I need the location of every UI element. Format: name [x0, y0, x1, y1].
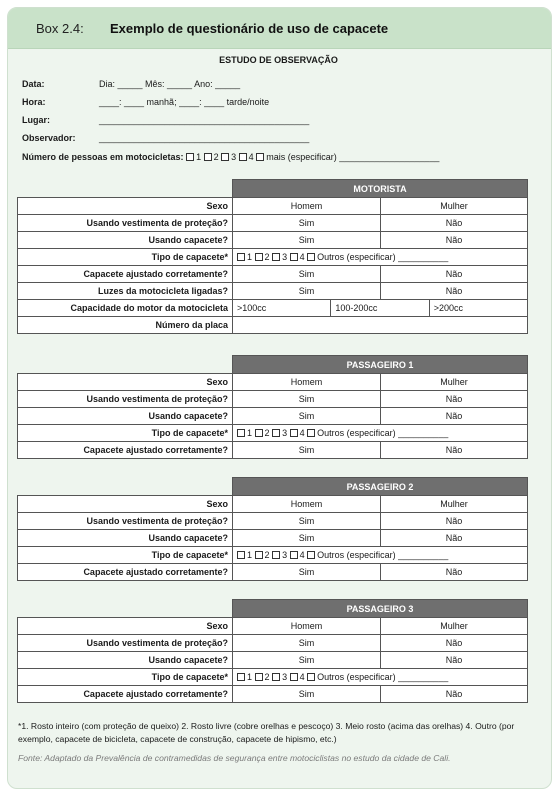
option-nao[interactable]: Não: [381, 635, 528, 652]
option-nao[interactable]: Não: [381, 391, 528, 408]
tipo-option: 1: [247, 252, 253, 262]
field-label: Data:: [22, 79, 45, 89]
checkbox-icon[interactable]: [237, 551, 245, 559]
table-row: [18, 215, 528, 232]
checkbox-icon[interactable]: [272, 673, 280, 681]
table-row: [18, 198, 528, 215]
section-header-row: [18, 600, 528, 618]
field-observador: [22, 133, 310, 143]
table-row: [18, 618, 528, 635]
section-title: PASSAGEIRO 3: [233, 600, 528, 618]
table-row: [18, 283, 528, 300]
option-sim[interactable]: Sim: [233, 442, 381, 459]
checkbox-icon[interactable]: [307, 429, 315, 437]
option-sim[interactable]: Sim: [233, 391, 381, 408]
checkbox-icon[interactable]: [290, 673, 298, 681]
table-row: [18, 669, 528, 686]
row-label: Usando vestimenta de proteção?: [18, 215, 233, 232]
table-passageiro-1: [17, 355, 528, 459]
table-row: [18, 425, 528, 442]
checkbox-icon[interactable]: [239, 153, 247, 161]
tipo-outros: Outros (especificar) __________: [317, 252, 449, 262]
option-nao[interactable]: Não: [381, 266, 528, 283]
row-label: Tipo de capacete*: [18, 547, 233, 564]
field-hora: [22, 97, 270, 107]
tipo-option: 2: [264, 428, 270, 438]
option-sim[interactable]: Sim: [233, 283, 381, 300]
box-label: Box 2.4:: [36, 21, 84, 36]
capacidade-options: [233, 300, 528, 317]
option-homem[interactable]: Homem: [233, 496, 381, 513]
tipo-outros: Outros (especificar) __________: [317, 428, 449, 438]
row-label: Tipo de capacete*: [18, 425, 233, 442]
checkbox-icon[interactable]: [307, 253, 315, 261]
option-sim[interactable]: Sim: [233, 232, 381, 249]
option-nao[interactable]: Não: [381, 513, 528, 530]
option-nao[interactable]: Não: [381, 283, 528, 300]
option-sim[interactable]: Sim: [233, 408, 381, 425]
persons-label: Número de pessoas em motocicletas:: [22, 152, 184, 162]
checkbox-icon[interactable]: [255, 551, 263, 559]
option-sim[interactable]: Sim: [233, 652, 381, 669]
section-header-row: [18, 478, 528, 496]
tipo-option: 3: [282, 252, 288, 262]
placa-input[interactable]: [233, 317, 528, 334]
row-label: Usando capacete?: [18, 408, 233, 425]
persons-option: 2: [213, 152, 219, 162]
table-passageiro-2: [17, 477, 528, 581]
row-label: Tipo de capacete*: [18, 669, 233, 686]
option-mulher[interactable]: Mulher: [381, 198, 528, 215]
row-label: Sexo: [18, 496, 233, 513]
option-sim[interactable]: Sim: [233, 686, 381, 703]
option-nao[interactable]: Não: [381, 530, 528, 547]
tipo-option: 4: [299, 550, 305, 560]
row-label: Capacete ajustado corretamente?: [18, 564, 233, 581]
section-header-row: [18, 356, 528, 374]
row-label: Número da placa: [18, 317, 233, 334]
row-label: Usando vestimenta de proteção?: [18, 635, 233, 652]
option-sim[interactable]: Sim: [233, 564, 381, 581]
option-sim[interactable]: Sim: [233, 530, 381, 547]
checkbox-icon[interactable]: [186, 153, 194, 161]
option-nao[interactable]: Não: [381, 686, 528, 703]
section-title: PASSAGEIRO 2: [233, 478, 528, 496]
tipo-options: [233, 425, 528, 442]
option-mulher[interactable]: Mulher: [381, 496, 528, 513]
checkbox-icon[interactable]: [255, 429, 263, 437]
option-sim[interactable]: Sim: [233, 635, 381, 652]
section-header-row: [18, 180, 528, 198]
option-cc[interactable]: 100-200cc: [330, 300, 428, 316]
tipo-options: [233, 249, 528, 266]
tipo-options: [233, 669, 528, 686]
table-row: [18, 232, 528, 249]
option-sim[interactable]: Sim: [233, 266, 381, 283]
checkbox-icon[interactable]: [307, 673, 315, 681]
tipo-outros: Outros (especificar) __________: [317, 672, 449, 682]
table-row: [18, 686, 528, 703]
checkbox-icon[interactable]: [256, 153, 264, 161]
tipo-option: 1: [247, 428, 253, 438]
option-mulher[interactable]: Mulher: [381, 618, 528, 635]
option-nao[interactable]: Não: [381, 564, 528, 581]
persons-option: 4: [248, 152, 254, 162]
field-value: __________________________________________: [99, 115, 310, 125]
field-value: Dia: _____ Mês: _____ Ano: _____: [99, 79, 241, 89]
checkbox-icon[interactable]: [221, 153, 229, 161]
row-label: Sexo: [18, 618, 233, 635]
blank-cell: [18, 180, 233, 198]
row-label: Sexo: [18, 198, 233, 215]
option-nao[interactable]: Não: [381, 232, 528, 249]
option-sim[interactable]: Sim: [233, 215, 381, 232]
blank-cell: [18, 356, 233, 374]
tipo-option: 2: [264, 672, 270, 682]
checkbox-icon[interactable]: [307, 551, 315, 559]
row-label: Usando capacete?: [18, 652, 233, 669]
table-row: [18, 564, 528, 581]
field-data: [22, 79, 241, 89]
row-label: Usando capacete?: [18, 232, 233, 249]
option-nao[interactable]: Não: [381, 215, 528, 232]
row-label: Capacidade do motor da motocicleta: [18, 300, 233, 317]
blank-cell: [18, 600, 233, 618]
checkbox-icon[interactable]: [272, 551, 280, 559]
checkbox-icon[interactable]: [290, 253, 298, 261]
persons-options: [186, 152, 439, 162]
tipo-option: 3: [282, 550, 288, 560]
table-row: [18, 249, 528, 266]
checkbox-icon[interactable]: [237, 253, 245, 261]
table-row: [18, 652, 528, 669]
persons-option: 1: [196, 152, 202, 162]
persons-more: mais (especificar) ____________________: [266, 152, 440, 162]
checkbox-icon[interactable]: [255, 253, 263, 261]
table-row: [18, 530, 528, 547]
table-passageiro-3: [17, 599, 528, 703]
section-title: MOTORISTA: [233, 180, 528, 198]
table-row: [18, 300, 528, 317]
row-label: Luzes da motocicleta ligadas?: [18, 283, 233, 300]
field-lugar: [22, 115, 310, 125]
row-label: Sexo: [18, 374, 233, 391]
table-motorista: [17, 179, 528, 334]
row-label: Capacete ajustado corretamente?: [18, 442, 233, 459]
checkbox-icon[interactable]: [255, 673, 263, 681]
field-persons: [22, 152, 439, 162]
table-row: [18, 635, 528, 652]
persons-option: 3: [231, 152, 237, 162]
field-value: __________________________________________: [99, 133, 310, 143]
table-row: [18, 374, 528, 391]
row-label: Capacete ajustado corretamente?: [18, 266, 233, 283]
tipo-option: 4: [299, 252, 305, 262]
checkbox-icon[interactable]: [237, 429, 245, 437]
option-homem[interactable]: Homem: [233, 198, 381, 215]
box-header: [8, 8, 551, 49]
option-cc[interactable]: >100cc: [237, 303, 267, 313]
option-cc[interactable]: >200cc: [429, 300, 527, 316]
tipo-option: 3: [282, 672, 288, 682]
checkbox-icon[interactable]: [272, 429, 280, 437]
table-row: [18, 266, 528, 283]
tipo-option: 3: [282, 428, 288, 438]
tipo-option: 1: [247, 672, 253, 682]
source-note: Fonte: Adaptado da Prevalência de contramedidas de segurança entre motociclistas no estudo da cidade de Cali.: [18, 753, 451, 763]
option-nao[interactable]: Não: [381, 408, 528, 425]
field-label: Observador:: [22, 133, 76, 143]
form-subtitle: ESTUDO DE OBSERVAÇÃO: [219, 55, 338, 65]
checkbox-icon[interactable]: [237, 673, 245, 681]
tipo-option: 2: [264, 550, 270, 560]
checkbox-icon[interactable]: [204, 153, 212, 161]
tipo-option: 2: [264, 252, 270, 262]
option-sim[interactable]: Sim: [233, 513, 381, 530]
tipo-options: [233, 547, 528, 564]
row-label: Usando vestimenta de proteção?: [18, 391, 233, 408]
tipo-option: 1: [247, 550, 253, 560]
option-nao[interactable]: Não: [381, 652, 528, 669]
option-mulher[interactable]: Mulher: [381, 374, 528, 391]
option-nao[interactable]: Não: [381, 442, 528, 459]
tipo-option: 4: [299, 428, 305, 438]
table-row: [18, 496, 528, 513]
option-homem[interactable]: Homem: [233, 374, 381, 391]
checkbox-icon[interactable]: [290, 429, 298, 437]
table-row: [18, 391, 528, 408]
checkbox-icon[interactable]: [272, 253, 280, 261]
option-homem[interactable]: Homem: [233, 618, 381, 635]
row-label: Capacete ajustado corretamente?: [18, 686, 233, 703]
field-label: Hora:: [22, 97, 46, 107]
row-label: Usando capacete?: [18, 530, 233, 547]
table-row: [18, 408, 528, 425]
tipo-option: 4: [299, 672, 305, 682]
tipo-outros: Outros (especificar) __________: [317, 550, 449, 560]
row-label: Usando vestimenta de proteção?: [18, 513, 233, 530]
table-row: [18, 442, 528, 459]
field-label: Lugar:: [22, 115, 50, 125]
field-value: ____: ____ manhã; ____: ____ tarde/noite: [99, 97, 270, 107]
table-row: [18, 317, 528, 334]
box-title: Exemplo de questionário de uso de capacete: [110, 21, 389, 36]
checkbox-icon[interactable]: [290, 551, 298, 559]
footnote: *1. Rosto inteiro (com proteção de queixo) 2. Rosto livre (cobre orelhas e pescoço) 3. Meio rosto (acima das orelhas) 4. Outro (por exemplo, capacete de bicicleta, capacete de construção, capacete de hipismo, etc.): [18, 721, 515, 744]
table-row: [18, 547, 528, 564]
table-row: [18, 513, 528, 530]
row-label: Tipo de capacete*: [18, 249, 233, 266]
blank-cell: [18, 478, 233, 496]
section-title: PASSAGEIRO 1: [233, 356, 528, 374]
